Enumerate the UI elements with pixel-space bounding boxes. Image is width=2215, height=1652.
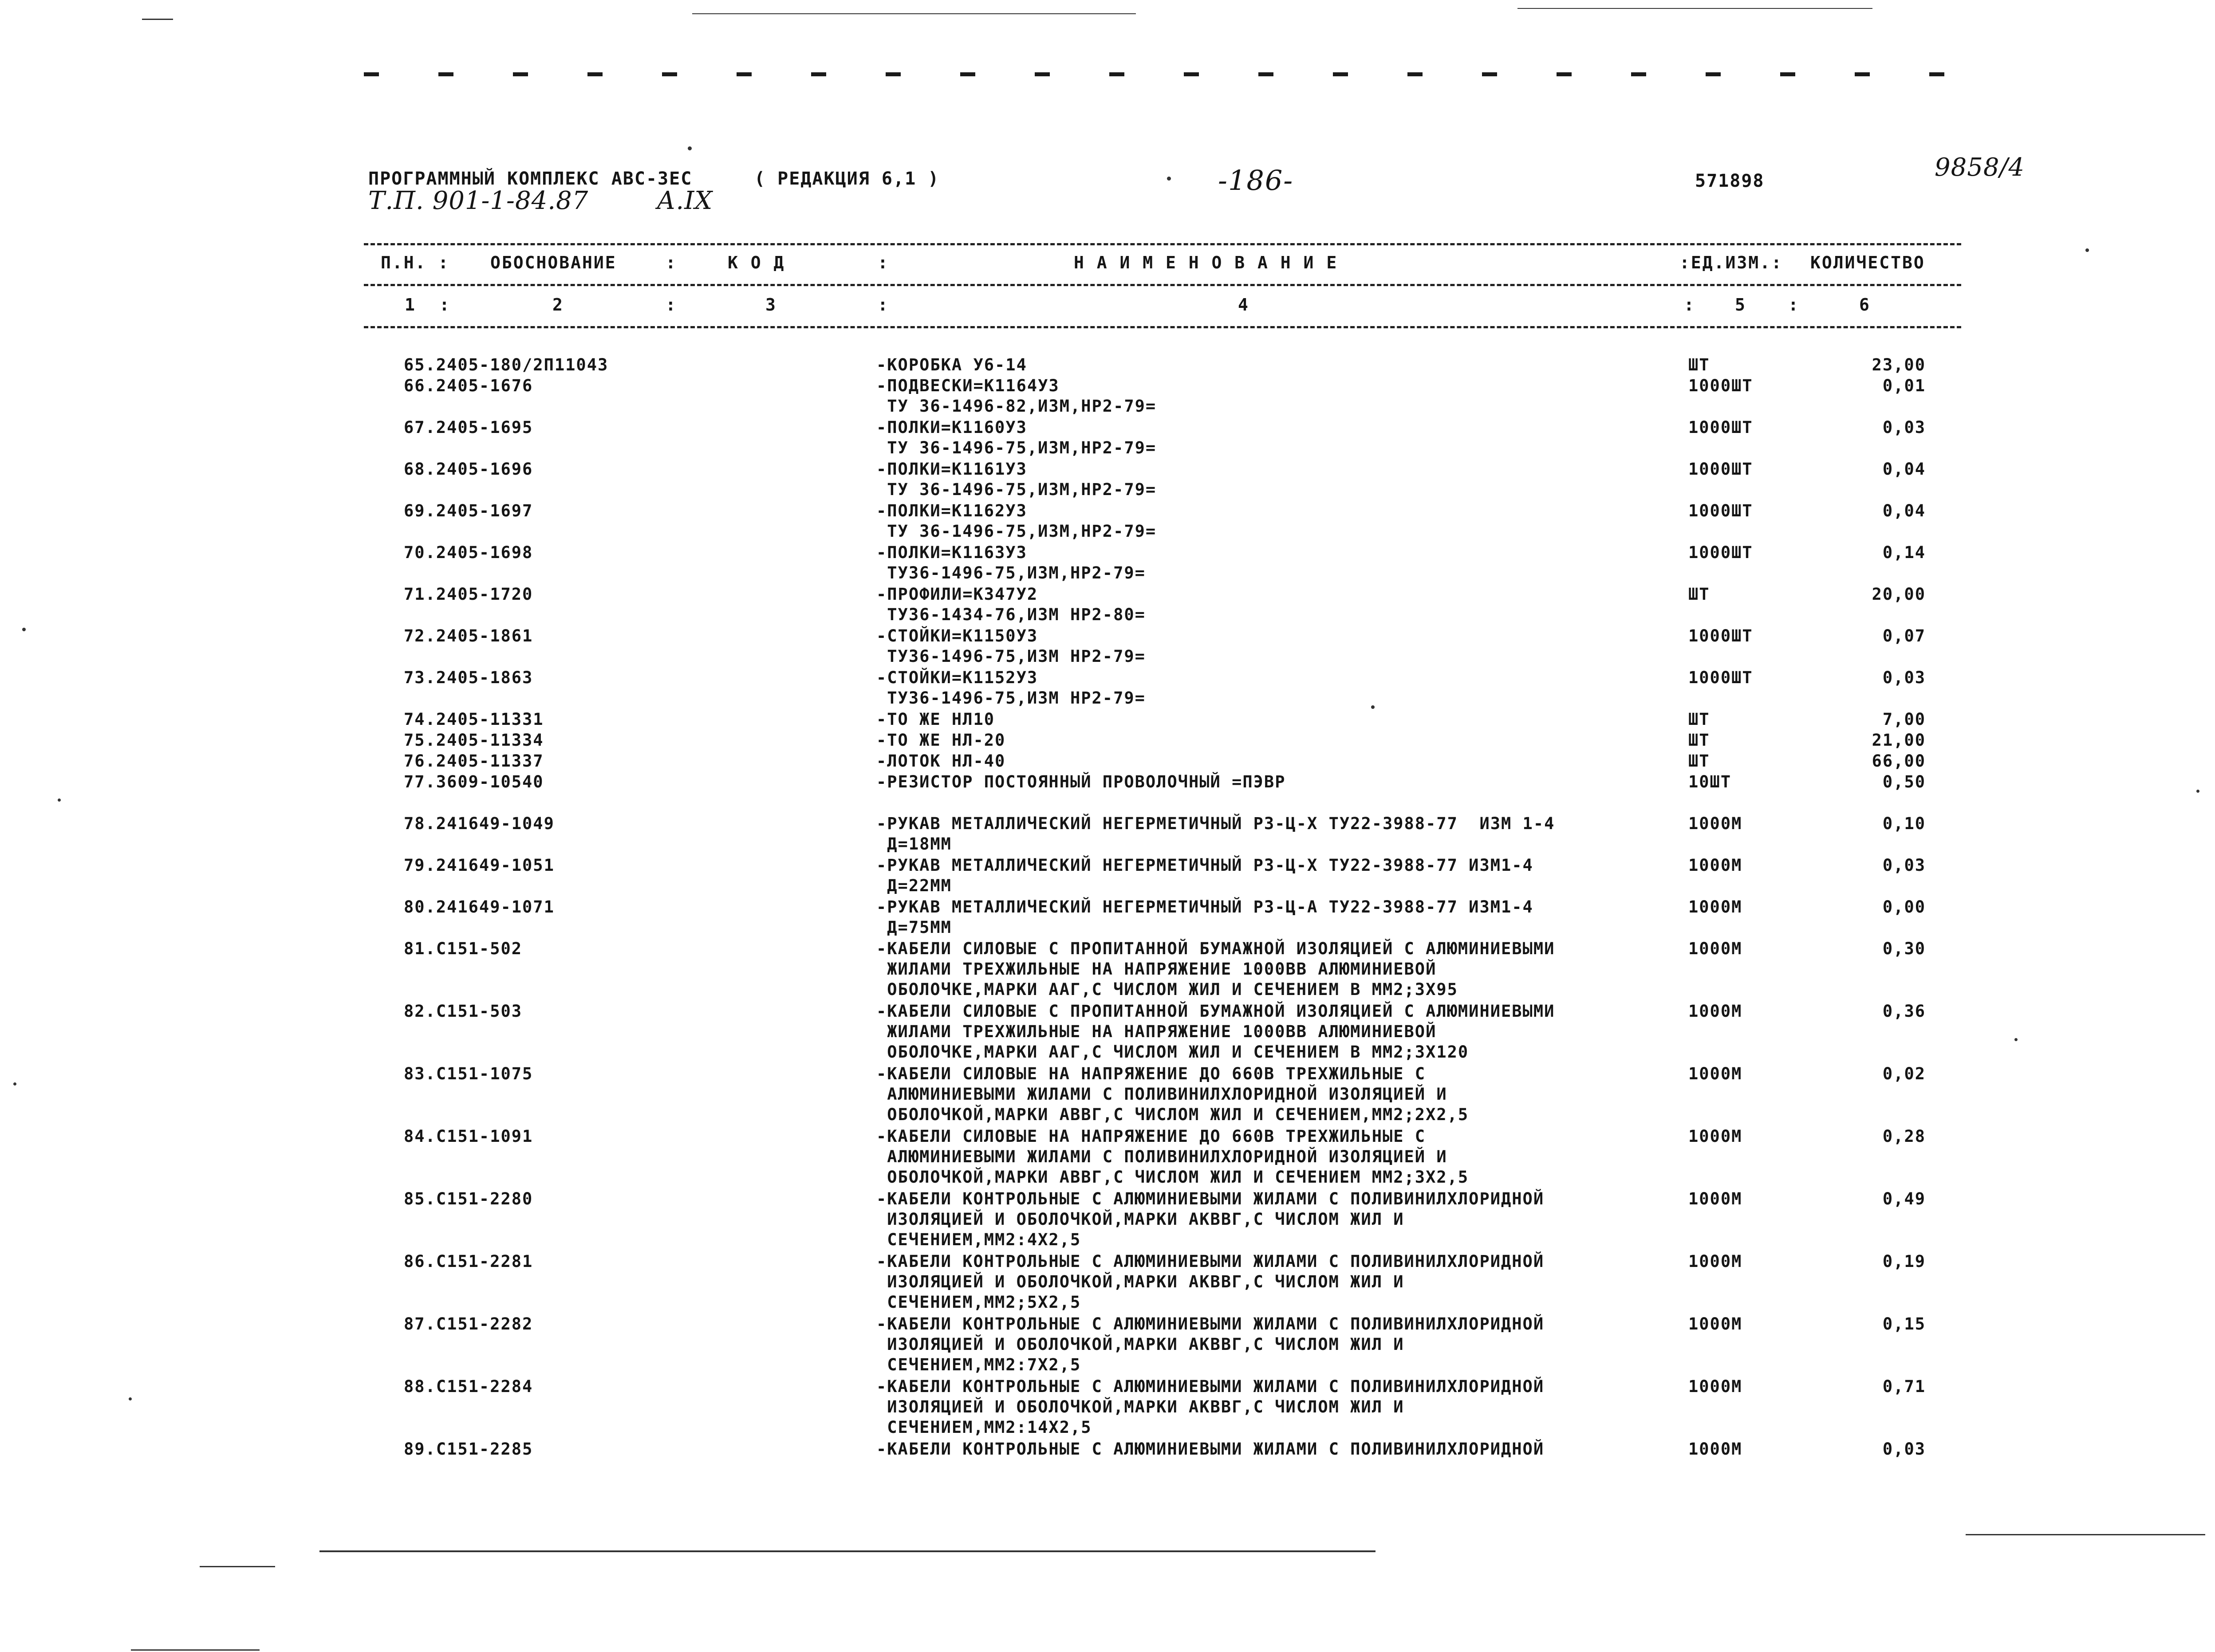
row-name: -ПОДВЕСКИ=К1164У3 ТУ 36-1496-82,ИЗМ,НР2-79= <box>876 376 1157 416</box>
row-unit: 1000М <box>1688 1252 1742 1271</box>
row-qty: 0,19 <box>1882 1252 1926 1271</box>
row-unit: 1000М <box>1688 939 1742 958</box>
row-qty: 0,49 <box>1882 1189 1926 1208</box>
document-code: 571898 <box>1695 171 1765 191</box>
col-name-header: Н А И М Е Н О В А Н И Е <box>1074 253 1338 272</box>
row-name: -ПОЛКИ=К1162У3 ТУ 36-1496-75,ИЗМ,НР2-79= <box>876 501 1157 541</box>
row-unit: 1000М <box>1688 1064 1742 1083</box>
row-id: 86.С151-2281 <box>404 1252 533 1271</box>
perforation-dash <box>886 72 901 76</box>
perforation-dash <box>438 72 453 76</box>
row-unit: 1000М <box>1688 814 1742 833</box>
perforation-dash <box>1780 72 1795 76</box>
row-name: -КАБЕЛИ СИЛОВЫЕ С ПРОПИТАННОЙ БУМАЖНОЙ ИЗОЛЯЦИЕЙ С АЛЮМИНИЕВЫМИ ЖИЛАМИ ТРЕХЖИЛЬНЫЕ НА НАПРЯЖЕНИЕ 1000ВВ АЛЮМИНИЕВОЙ ОБОЛОЧКЕ,МАРКИ ААГ,С ЧИСЛОМ ЖИЛ И СЕЧЕНИЕМ В ММ2;3Х120 <box>876 1002 1555 1062</box>
row-name: -КАБЕЛИ СИЛОВЫЕ НА НАПРЯЖЕНИЕ ДО 660В ТРЕХЖИЛЬНЫЕ С АЛЮМИНИЕВЫМИ ЖИЛАМИ С ПОЛИВИНИЛХЛОРИДНОЙ ИЗОЛЯЦИЕЙ И ОБОЛОЧКОЙ,МАРКИ АВВГ,С ЧИСЛОМ ЖИЛ И СЕЧЕНИЕМ ММ2;3Х2,5 <box>876 1127 1469 1187</box>
col-num-5: 5 <box>1735 295 1746 315</box>
row-id: 67.2405-1695 <box>404 418 533 437</box>
row-name: -ТО ЖЕ НЛ10 <box>876 710 995 729</box>
row-id: 87.С151-2282 <box>404 1314 533 1333</box>
top-right-scan-line <box>1517 8 1872 9</box>
perforation-dash <box>737 72 752 76</box>
row-name: -СТОЙКИ=К1152У3 ТУ36-1496-75,ИЗМ НР2-79= <box>876 668 1146 708</box>
row-unit: ШТ <box>1688 751 1710 771</box>
row-qty: 0,04 <box>1882 501 1926 520</box>
top-dash-row <box>364 69 1952 78</box>
bottom-right-rule <box>1966 1534 2205 1535</box>
row-id: 83.С151-1075 <box>404 1064 533 1083</box>
bottom-rule <box>319 1550 1376 1552</box>
scan-speck <box>22 628 26 631</box>
row-name: -КАБЕЛИ КОНТРОЛЬНЫЕ С АЛЮМИНИЕВЫМИ ЖИЛАМИ С ПОЛИВИНИЛХЛОРИДНОЙ ИЗОЛЯЦИЕЙ И ОБОЛОЧКОЙ,МАРКИ АКВВГ,С ЧИСЛОМ ЖИЛ И СЕЧЕНИЕМ,ММ2;5Х2,5 <box>876 1252 1545 1312</box>
col-code-header: К О Д <box>728 253 785 272</box>
scan-speck <box>1371 705 1375 709</box>
col-sep: : <box>878 295 889 315</box>
project-code: Т.П. 901-1-84.87 <box>368 186 589 215</box>
row-name: -КАБЕЛИ КОНТРОЛЬНЫЕ С АЛЮМИНИЕВЫМИ ЖИЛАМИ С ПОЛИВИНИЛХЛОРИДНОЙ ИЗОЛЯЦИЕЙ И ОБОЛОЧКОЙ,МАРКИ АКВВГ,С ЧИСЛОМ ЖИЛ И СЕЧЕНИЕМ,ММ2:4Х2,5 <box>876 1189 1545 1249</box>
row-id: 79.241649-1051 <box>404 856 555 875</box>
scan-speck <box>2014 1038 2018 1041</box>
scan-speck <box>1167 177 1171 181</box>
row-unit: 1000М <box>1688 1127 1742 1146</box>
row-qty: 0,00 <box>1882 897 1926 916</box>
row-unit: 1000ШТ <box>1688 543 1753 562</box>
header-bottom-rule <box>364 326 1961 328</box>
row-name: -РУКАВ МЕТАЛЛИЧЕСКИЙ НЕГЕРМЕТИЧНЫЙ РЗ-Ц-Х ТУ22-3988-77 ИЗМ1-4 Д=22ММ <box>876 856 1533 895</box>
table-top-rule <box>364 243 1961 245</box>
row-name: -РЕЗИСТОР ПОСТОЯННЫЙ ПРОВОЛОЧНЫЙ =ПЭВР <box>876 772 1286 791</box>
row-id: 71.2405-1720 <box>404 585 533 604</box>
row-unit: 1000ШТ <box>1688 626 1753 645</box>
row-unit: 1000М <box>1688 856 1742 875</box>
row-name: -СТОЙКИ=К1150У3 ТУ36-1496-75,ИЗМ НР2-79= <box>876 626 1146 666</box>
row-qty: 0,03 <box>1882 418 1926 437</box>
col-num-2: 2 <box>552 295 564 315</box>
scan-speck <box>2196 790 2199 793</box>
row-unit: ШТ <box>1688 355 1710 374</box>
row-qty: 0,50 <box>1882 772 1926 791</box>
row-name: -ТО ЖЕ НЛ-20 <box>876 731 1006 750</box>
col-sep: : <box>439 295 451 315</box>
row-qty: 66,00 <box>1872 751 1926 771</box>
col-sep: : <box>1684 295 1695 315</box>
perforation-dash <box>1109 72 1124 76</box>
row-name: -ЛОТОК НЛ-40 <box>876 751 1006 771</box>
perforation-dash <box>1482 72 1497 76</box>
row-unit: ШТ <box>1688 585 1710 604</box>
row-name: -КОРОБКА У6-14 <box>876 355 1027 374</box>
row-qty: 0,36 <box>1882 1002 1926 1021</box>
row-unit: 1000ШТ <box>1688 418 1753 437</box>
row-qty: 0,10 <box>1882 814 1926 833</box>
row-name: -КАБЕЛИ КОНТРОЛЬНЫЕ С АЛЮМИНИЕВЫМИ ЖИЛАМИ С ПОЛИВИНИЛХЛОРИДНОЙ ИЗОЛЯЦИЕЙ И ОБОЛОЧКОЙ,МАРКИ АКВВГ,С ЧИСЛОМ ЖИЛ И СЕЧЕНИЕМ,ММ2:14Х2,5 <box>876 1377 1545 1437</box>
perforation-dash <box>1258 72 1273 76</box>
col-unit-header: :ЕД.ИЗМ.: <box>1679 253 1783 272</box>
row-name: -КАБЕЛИ СИЛОВЫЕ НА НАПРЯЖЕНИЕ ДО 660В ТРЕХЖИЛЬНЫЕ С АЛЮМИНИЕВЫМИ ЖИЛАМИ С ПОЛИВИНИЛХЛОРИДНОЙ ИЗОЛЯЦИЕЙ И ОБОЛОЧКОЙ,МАРКИ АВВГ,С ЧИСЛОМ ЖИЛ И СЕЧЕНИЕМ,ММ2;2Х2,5 <box>876 1064 1469 1124</box>
perforation-dash <box>587 72 603 76</box>
perforation-dash <box>1557 72 1572 76</box>
row-unit: 1000М <box>1688 897 1742 916</box>
perforation-dash <box>811 72 826 76</box>
row-qty: 0,03 <box>1882 856 1926 875</box>
row-id: 69.2405-1697 <box>404 501 533 520</box>
bottom-left-scan-line <box>200 1566 275 1567</box>
row-id: 88.С151-2284 <box>404 1377 533 1396</box>
row-id: 72.2405-1861 <box>404 626 533 645</box>
perforation-dash <box>1184 72 1199 76</box>
row-id: 66.2405-1676 <box>404 376 533 395</box>
perforation-dash <box>1929 72 1944 76</box>
col-sep: : <box>666 295 677 315</box>
scan-speck <box>688 146 692 150</box>
row-unit: 1000ШТ <box>1688 668 1753 687</box>
edition-label: ( РЕДАКЦИЯ 6,1 ) <box>754 169 940 189</box>
program-title: ПРОГРАММНЫЙ КОМПЛЕКС АВС-3ЕС <box>368 169 693 189</box>
row-qty: 0,02 <box>1882 1064 1926 1083</box>
row-id: 76.2405-11337 <box>404 751 544 771</box>
scan-speck <box>129 1397 132 1400</box>
perforation-dash <box>662 72 677 76</box>
header-mid-rule <box>364 284 1961 286</box>
row-unit: 10ШТ <box>1688 772 1732 791</box>
row-id: 75.2405-11334 <box>404 731 544 750</box>
row-name: -РУКАВ МЕТАЛЛИЧЕСКИЙ НЕГЕРМЕТИЧНЫЙ РЗ-Ц-Х ТУ22-3988-77 ИЗМ 1-4 Д=18ММ <box>876 814 1555 854</box>
row-qty: 0,30 <box>1882 939 1926 958</box>
row-qty: 0,03 <box>1882 1440 1926 1459</box>
col-num-3: 3 <box>765 295 777 315</box>
top-scan-line <box>692 13 1136 14</box>
row-unit: ШТ <box>1688 731 1710 750</box>
row-name: -РУКАВ МЕТАЛЛИЧЕСКИЙ НЕГЕРМЕТИЧНЫЙ РЗ-Ц-А ТУ22-3988-77 ИЗМ1-4 Д=75ММ <box>876 897 1533 937</box>
col-sep: : <box>1788 295 1800 315</box>
row-qty: 0,71 <box>1882 1377 1926 1396</box>
row-id: 73.2405-1863 <box>404 668 533 687</box>
row-qty: 0,01 <box>1882 376 1926 395</box>
row-unit: ШТ <box>1688 710 1710 729</box>
perforation-dash <box>364 72 379 76</box>
row-unit: 1000ШТ <box>1688 501 1753 520</box>
row-id: 65.2405-180/2П11043 <box>404 355 609 374</box>
row-unit: 1000М <box>1688 1440 1742 1459</box>
row-unit: 1000ШТ <box>1688 460 1753 479</box>
perforation-dash <box>1706 72 1721 76</box>
row-unit: 1000М <box>1688 1189 1742 1208</box>
row-qty: 0,14 <box>1882 543 1926 562</box>
row-unit: 1000ШТ <box>1688 376 1753 395</box>
row-id: 78.241649-1049 <box>404 814 555 833</box>
page-number: -186- <box>1218 164 1294 197</box>
row-qty: 0,07 <box>1882 626 1926 645</box>
scan-speck <box>58 798 61 802</box>
row-id: 82.С151-503 <box>404 1002 523 1021</box>
col-sep: : <box>878 253 889 272</box>
row-id: 85.С151-2280 <box>404 1189 533 1208</box>
col-num-4: 4 <box>1238 295 1249 315</box>
row-id: 77.3609-10540 <box>404 772 544 791</box>
row-qty: 0,03 <box>1882 668 1926 687</box>
row-name: -КАБЕЛИ СИЛОВЫЕ С ПРОПИТАННОЙ БУМАЖНОЙ ИЗОЛЯЦИЕЙ С АЛЮМИНИЕВЫМИ ЖИЛАМИ ТРЕХЖИЛЬНЫЕ НА НАПРЯЖЕНИЕ 1000ВВ АЛЮМИНИЕВОЙ ОБОЛОЧКЕ,МАРКИ ААГ,С ЧИСЛОМ ЖИЛ И СЕЧЕНИЕМ В ММ2;3Х95 <box>876 939 1555 999</box>
perforation-dash <box>1407 72 1423 76</box>
row-qty: 0,15 <box>1882 1314 1926 1333</box>
row-id: 80.241649-1071 <box>404 897 555 916</box>
top-left-scan-line <box>142 19 173 20</box>
bottom-left-scan-line <box>131 1649 260 1651</box>
col-basis-header: ОБОСНОВАНИЕ <box>490 253 617 272</box>
row-id: 89.С151-2285 <box>404 1440 533 1459</box>
row-unit: 1000М <box>1688 1314 1742 1333</box>
row-id: 74.2405-11331 <box>404 710 544 729</box>
perforation-dash <box>960 72 975 76</box>
row-qty: 0,04 <box>1882 460 1926 479</box>
perforation-dash <box>1333 72 1348 76</box>
row-qty: 20,00 <box>1872 585 1926 604</box>
row-id: 81.С151-502 <box>404 939 523 958</box>
row-name: -ПОЛКИ=К1160У3 ТУ 36-1496-75,ИЗМ,НР2-79= <box>876 418 1157 457</box>
scan-speck <box>13 1082 16 1086</box>
scan-speck <box>2085 248 2089 252</box>
perforation-dash <box>1855 72 1870 76</box>
row-name: -ПОЛКИ=К1161У3 ТУ 36-1496-75,ИЗМ,НР2-79= <box>876 460 1157 499</box>
col-num-1: 1 <box>405 295 416 315</box>
row-qty: 0,28 <box>1882 1127 1926 1146</box>
col-pn-header: П.Н. : <box>381 253 450 272</box>
row-name: -ПРОФИЛИ=К347У2 ТУ36-1434-76,ИЗМ НР2-80= <box>876 585 1146 624</box>
row-name: -КАБЕЛИ КОНТРОЛЬНЫЕ С АЛЮМИНИЕВЫМИ ЖИЛАМИ С ПОЛИВИНИЛХЛОРИДНОЙ <box>876 1440 1545 1459</box>
perforation-dash <box>1035 72 1050 76</box>
row-qty: 21,00 <box>1872 731 1926 750</box>
row-name: -ПОЛКИ=К1163У3 ТУ36-1496-75,ИЗМ,НР2-79= <box>876 543 1146 582</box>
row-qty: 7,00 <box>1882 710 1926 729</box>
archive-number: 9858/4 <box>1935 153 2025 182</box>
row-unit: 1000М <box>1688 1377 1742 1396</box>
row-id: 70.2405-1698 <box>404 543 533 562</box>
col-qty-header: КОЛИЧЕСТВО <box>1810 253 1925 272</box>
col-num-6: 6 <box>1859 295 1871 315</box>
row-id: 84.С151-1091 <box>404 1127 533 1146</box>
row-name: -КАБЕЛИ КОНТРОЛЬНЫЕ С АЛЮМИНИЕВЫМИ ЖИЛАМИ С ПОЛИВИНИЛХЛОРИДНОЙ ИЗОЛЯЦИЕЙ И ОБОЛОЧКОЙ,МАРКИ АКВВГ,С ЧИСЛОМ ЖИЛ И СЕЧЕНИЕМ,ММ2:7Х2,5 <box>876 1314 1545 1374</box>
album-number: А.IX <box>657 186 713 215</box>
perforation-dash <box>1631 72 1646 76</box>
perforation-dash <box>513 72 528 76</box>
col-sep: : <box>666 253 677 272</box>
row-id: 68.2405-1696 <box>404 460 533 479</box>
row-qty: 23,00 <box>1872 355 1926 374</box>
row-unit: 1000М <box>1688 1002 1742 1021</box>
